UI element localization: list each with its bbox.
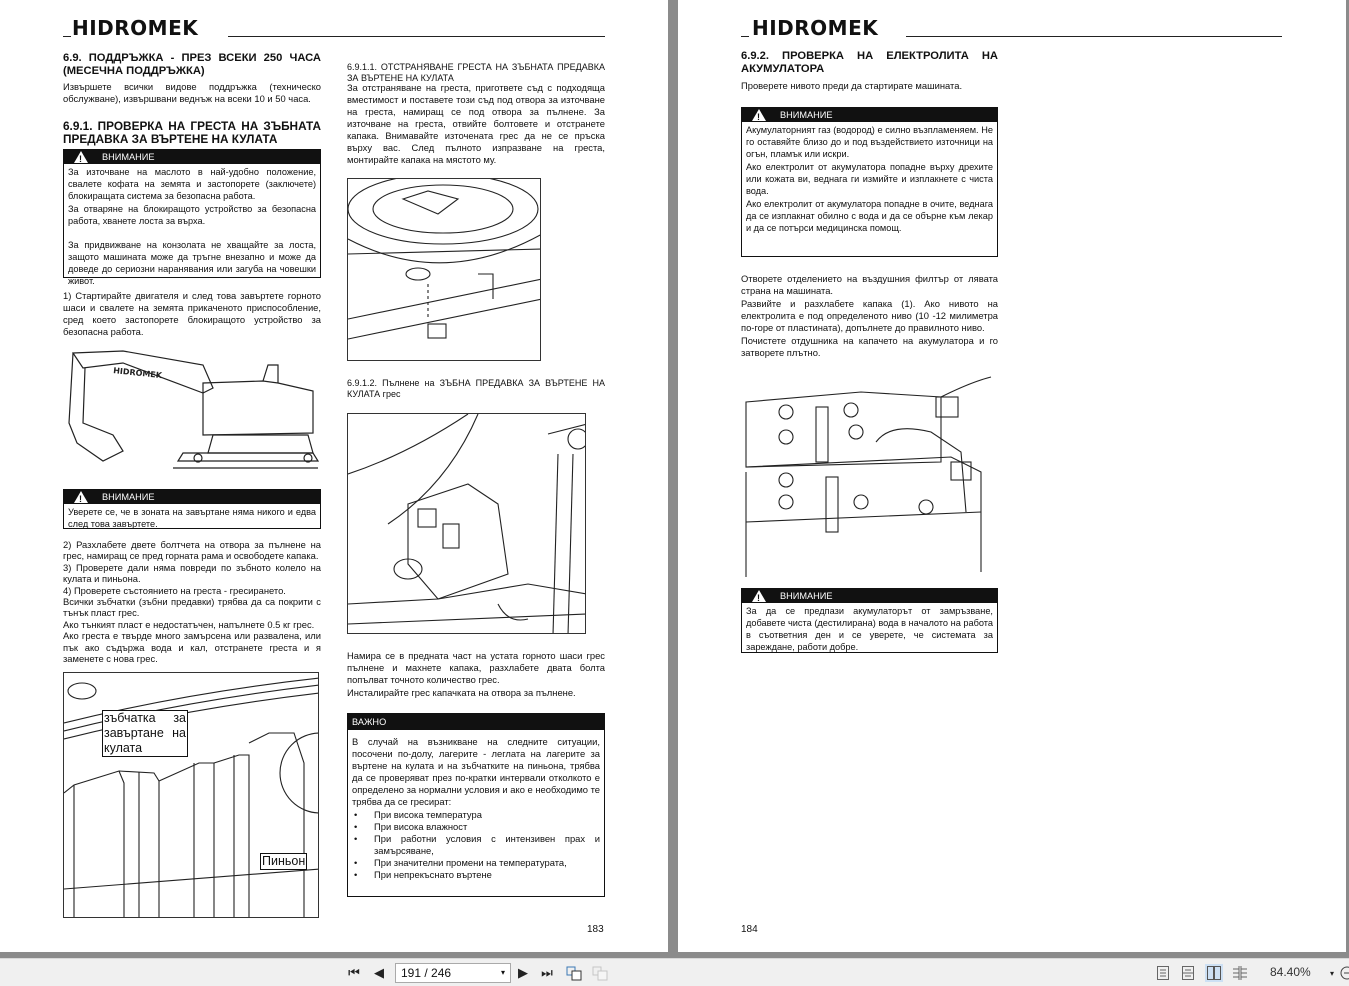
subsection-title: 6.9.1. ПРОВЕРКА НА ГРЕСТА НА ЗЪБНАТА ПРЕДАВКА ЗА ВЪРТЕНЕ НА КУЛАТА xyxy=(63,119,321,146)
facing-continuous-icon xyxy=(1233,966,1247,980)
step-text: 2) Разхлабете двете болтчета на отвора за пълнене на грес, намиращ се пред горната рама и освободете капака. xyxy=(63,539,321,562)
intro-text: Извършете всички видове поддръжка (техническо обслужване), извършвани веднъж на всеки 10 и 50 часа. xyxy=(63,81,321,104)
warning-box xyxy=(741,107,998,257)
page-number: 183 xyxy=(587,924,604,935)
warning-text: Акумулаторният газ (водород) е силно възпламеняем. Не го оставяйте близо до и под въздействието източници на огън, пламък или искри. xyxy=(746,125,993,159)
pdf-page-right xyxy=(678,0,1346,952)
body-text: Развийте и разхлабете капака (1). Ако нивото на електролита е под определеното ниво (10 -12 милиметра по-горе от пластината), допълнете до правилното ниво. xyxy=(741,298,998,333)
grease-fill-illustration xyxy=(347,413,586,634)
zoom-out-icon xyxy=(1340,966,1349,980)
important-box xyxy=(347,713,605,897)
pdf-page-left xyxy=(0,0,668,952)
previous-page-button[interactable]: ◀ xyxy=(374,965,384,980)
pinion-label: Пиньон xyxy=(262,854,306,868)
warning-triangle-icon xyxy=(752,590,766,602)
gear-label: зъбчатка за завъртане на кулата xyxy=(104,711,186,755)
next-view-button[interactable] xyxy=(590,963,610,983)
step-text: Ако греста е твърде много замърсена или развалена, или пък ако съдържа вода и кал, отстранете греста и я заменете с нова грес. xyxy=(63,630,321,665)
page-number: 184 xyxy=(741,924,758,935)
step-text: 4) Проверете състоянието на греста - гресирането. xyxy=(63,584,286,596)
grease-drain-illustration xyxy=(347,178,541,361)
battery-illustration xyxy=(741,372,996,577)
excavator-brand-text: HIDROMEK xyxy=(112,366,163,381)
warning-box xyxy=(63,489,321,529)
page-indicator: 191 / 246 xyxy=(401,966,452,980)
excavator-illustration xyxy=(63,343,321,476)
header-rule xyxy=(228,36,605,37)
pdf-viewer-toolbar xyxy=(0,958,1349,986)
bullet-item: • При значителни промени на температурата, xyxy=(352,857,600,869)
warning-header xyxy=(64,150,320,164)
important-header: ВАЖНО xyxy=(348,714,604,730)
zoom-level[interactable]: 84.40% xyxy=(1270,965,1311,979)
bullet-item: • При висока влажност xyxy=(352,821,600,833)
next-view-icon xyxy=(592,965,608,981)
zoom-out-button[interactable] xyxy=(1340,963,1349,983)
warning-title: ВНИМАНИЕ xyxy=(102,152,155,162)
warning-title: ВНИМАНИЕ xyxy=(780,110,833,120)
section-title: 6.9. ПОДДРЪЖКА - ПРЕЗ ВСЕКИ 250 ЧАСА (МЕСЕЧНА ПОДДРЪЖКА) xyxy=(63,52,321,77)
warning-text: Ако електролит от акумулатора попадне в очите, веднага да се изплакнат обилно с вода и да се обърне към лекар и да се потърси медицинска помощ. xyxy=(746,199,993,233)
single-page-view-button[interactable] xyxy=(1154,964,1172,982)
warning-text: За източване на маслото в най-удобно положение, свалете кофата на земята и застопорете (заключете) блокиращата система за безопасна работа. xyxy=(68,167,316,201)
warning-text: Уверете се, че в зоната на завъртане няма никого и едва след това завъртете. xyxy=(68,507,316,529)
warning-title: ВНИМАНИЕ xyxy=(780,591,833,601)
warning-header xyxy=(742,108,997,122)
important-text: В случай на възникване на следните ситуации, посочени по-долу, лагерите - леглата на лагерите за въртене на кулата и на зъбчатките на пиньона, трябва да се проверяват през по-кратки интервали отколкото е определено за нормални условия и ако е необходимо те трябва да се гресират: xyxy=(352,736,600,807)
header-rule xyxy=(63,36,71,37)
body-text: Отворете отделението на въздушния филтър от лявата страна на машината. xyxy=(741,273,998,296)
warning-text: Ако електролит от акумулатора попадне върху дрехите или кожата ви, веднага ги измийте и изплакнете с чиста вода. xyxy=(746,162,993,196)
subsection-2-title: 6.9.1.2. Пълнене на ЗЪБНА ПРЕДАВКА ЗА ВЪРТЕНЕ НА КУЛАТА грес xyxy=(347,378,605,399)
important-bullets xyxy=(352,809,600,881)
previous-view-icon xyxy=(566,965,582,981)
intro-text: Проверете нивото преди да стартирате машината. xyxy=(741,80,963,91)
step-1-text: 1) Стартирайте двигателя и след това завъртете горното шаси и свалете на земята прикаченото приспособление, сред което застопорете блокиращото устройство за безопасна работа. xyxy=(63,290,321,337)
facing-continuous-view-button[interactable] xyxy=(1231,964,1249,982)
step-text: 3) Проверете дали няма повреди по зъбното колело на кулата и пиньона. xyxy=(63,561,321,585)
warning-text: За да се предпази акумулаторът от замръзване, добавете чиста (дестилирана) вода в началото на работа в съответния ден и се уверете, че системата за зареждане, работи добре. xyxy=(746,606,993,652)
continuous-page-icon xyxy=(1182,966,1194,980)
header-rule xyxy=(741,36,749,37)
zoom-dropdown-button[interactable]: ▾ xyxy=(1329,968,1334,978)
continuous-view-button[interactable] xyxy=(1179,964,1197,982)
warning-triangle-icon xyxy=(74,151,88,163)
warning-title: ВНИМАНИЕ xyxy=(102,492,155,502)
warning-header xyxy=(64,490,320,504)
step-text: Ако тънкият пласт е недостатъчен, напълнете 0.5 кг грес. xyxy=(63,618,315,630)
last-page-button[interactable]: ⏭ xyxy=(541,965,553,980)
body-text: Инсталирайте грес капачката на отвора за пълнене. xyxy=(347,687,576,698)
warning-box xyxy=(741,588,998,653)
first-page-button[interactable]: ⏮ xyxy=(348,965,360,980)
warning-text: За придвижване на конзолата не хващайте за лоста, защото машината може да тръгне внезапно и може да доведе до сериозни наранявания или загуба на човешки живот. xyxy=(68,240,316,286)
chevron-down-icon: ▾ xyxy=(500,968,505,977)
section-title: 6.9.2. ПРОВЕРКА НА ЕЛЕКТРОЛИТА НА АКУМУЛАТОРА xyxy=(741,50,998,75)
page-selector[interactable] xyxy=(395,963,511,983)
body-text: Намира се в предната част на устата горното шаси грес пълнене и махнете капака, разхлабете двата болта попълват точното количество грес. xyxy=(347,650,605,685)
subsection-1-body: За отстраняване на греста, пригответе съд с подходяща вместимост и поставете този съд под отвора за източване на греста, намиращ се под отвора за пълнене. За източване на греста, отвийте болтовете и отстранете капака. Внимавайте източената грес да не се пръска върху вас. След пълното изпразване на греста, монтирайте капака на мястото му. xyxy=(347,82,605,165)
steps-list xyxy=(63,539,321,664)
facing-pages-view-button[interactable] xyxy=(1205,964,1223,982)
previous-view-button[interactable] xyxy=(564,963,584,983)
subsection-1-title: 6.9.1.1. ОТСТРАНЯВАНЕ ГРЕСТА НА ЗЪБНАТА ПРЕДАВКА ЗА ВЪРТЕНЕ НА КУЛАТА xyxy=(347,62,605,83)
battery-instructions xyxy=(741,273,998,360)
bullet-item: • При работни условия с интензивен прах и замърсяване, xyxy=(352,833,600,857)
warning-triangle-icon xyxy=(74,491,88,503)
next-page-button[interactable]: ▶ xyxy=(518,965,528,980)
warning-box xyxy=(63,149,321,286)
header-rule xyxy=(906,36,1282,37)
bullet-item: • При непрекъснато въртене xyxy=(352,869,600,881)
hidromek-logo: HIDROMEK xyxy=(72,16,199,40)
subsection-2-body xyxy=(347,650,605,700)
bullet-item: • При висока температура xyxy=(352,809,600,821)
facing-pages-icon xyxy=(1207,966,1221,980)
warning-text: За отваряне на блокиращото устройство за безопасна работа, хванете лоста за върха. xyxy=(68,204,316,226)
single-page-icon xyxy=(1157,966,1169,980)
step-text: Всички зъбчатки (зъбни предавки) трябва да са покрити с тънък пласт грес. xyxy=(63,596,321,619)
warning-header xyxy=(742,589,997,603)
gear-illustration xyxy=(63,672,319,918)
hidromek-logo: HIDROMEK xyxy=(752,16,879,40)
body-text: Почистете отдушника на капачето на акумулатора и го затворете плътно. xyxy=(741,335,998,358)
warning-triangle-icon xyxy=(752,109,766,121)
